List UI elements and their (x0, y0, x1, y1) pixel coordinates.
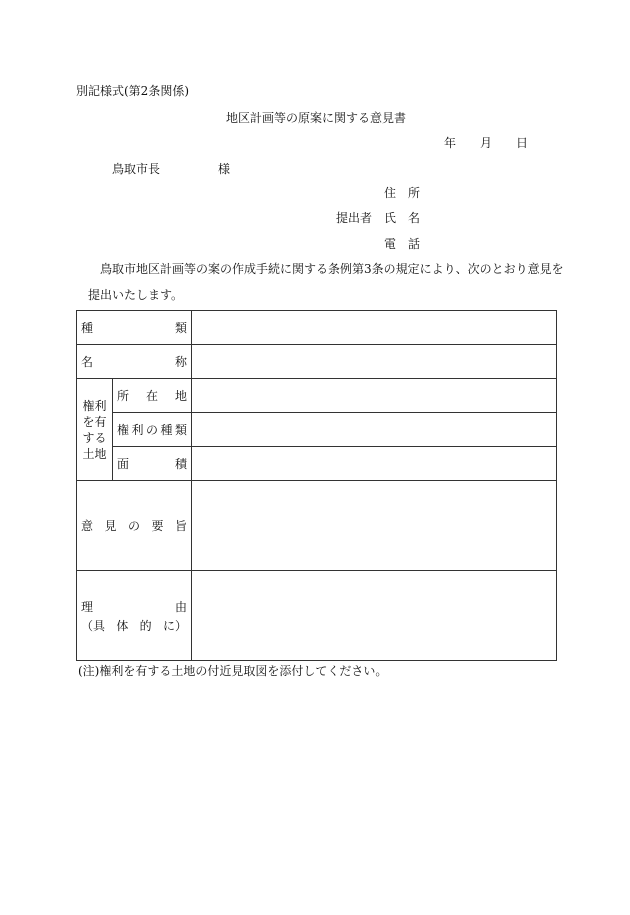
label-char: の (145, 423, 158, 437)
label-char: 種 (81, 321, 94, 335)
row-location (77, 379, 557, 413)
right-type-label (117, 421, 187, 438)
addressee: 鳥取市長 (112, 162, 161, 176)
label-char: 面 (117, 457, 130, 471)
address-label: 住 所 (384, 186, 421, 200)
location-label (117, 387, 187, 404)
opinion-label (81, 517, 187, 534)
reason-field[interactable] (192, 571, 557, 661)
row-right-type (77, 413, 557, 447)
label-char: 意 (81, 519, 94, 533)
opinion-form-table (76, 310, 557, 661)
area-label-cell (113, 447, 192, 481)
document-title: 地区計画等の原案に関する意見書 (226, 111, 407, 125)
land-with-rights-label (77, 379, 113, 481)
label-char: 名 (81, 355, 94, 369)
date-month-label: 月 (480, 136, 493, 150)
label-char: 由 (174, 599, 187, 614)
location-label-cell (113, 379, 192, 413)
name-label (81, 353, 187, 370)
label-char: 所 (117, 389, 130, 403)
location-field[interactable] (192, 379, 557, 413)
label-char: 見 (104, 519, 117, 533)
submitter-role-label: 提出者 (336, 211, 373, 225)
land-group-line: する (82, 430, 107, 445)
land-group-line: 権利 (82, 398, 107, 413)
kind-field[interactable] (192, 311, 557, 345)
label-char: 在 (145, 389, 158, 403)
kind-label-cell (77, 311, 192, 345)
row-name (77, 345, 557, 379)
reason-sub-char: に） (162, 618, 187, 633)
date-year-label: 年 (444, 136, 457, 150)
area-field[interactable] (192, 447, 557, 481)
row-reason (77, 571, 557, 661)
row-opinion (77, 481, 557, 571)
opinion-label-cell (77, 481, 192, 571)
name-label-cell (77, 345, 192, 379)
phone-label: 電 話 (384, 237, 421, 251)
land-group-line: 土地 (82, 446, 107, 461)
name-label: 氏 名 (384, 211, 421, 225)
date-day-label: 日 (516, 136, 529, 150)
label-char: 種 (160, 423, 173, 437)
form-number: 別記様式(第2条関係) (76, 84, 189, 98)
reason-sub-char: 体 (116, 618, 129, 633)
label-char: 類 (174, 321, 187, 335)
footnote: (注)権利を有する土地の付近見取図を添付してください。 (78, 664, 388, 678)
row-area (77, 447, 557, 481)
reason-label (81, 598, 187, 615)
reason-sub-char: 的 (139, 618, 152, 633)
honorific: 様 (218, 162, 231, 176)
label-char: 権 (117, 423, 130, 437)
right-type-field[interactable] (192, 413, 557, 447)
label-char: の (127, 519, 140, 533)
label-char: 利 (131, 423, 144, 437)
right-type-label-cell (113, 413, 192, 447)
reason-label-cell (77, 571, 192, 661)
statement-line-2: 提出いたします。 (88, 288, 184, 302)
label-char: 要 (151, 519, 164, 533)
label-char: 類 (174, 423, 187, 437)
opinion-field[interactable] (192, 481, 557, 571)
statement-line-1: 鳥取市地区計画等の案の作成手続に関する条例第3条の規定により、次のとおり意見を (100, 262, 564, 276)
name-field[interactable] (192, 345, 557, 379)
label-char: 理 (81, 599, 94, 614)
label-char: 地 (174, 389, 187, 403)
label-char: 称 (174, 355, 187, 369)
area-label (117, 455, 187, 472)
reason-sub-label (81, 617, 187, 634)
row-kind (77, 311, 557, 345)
label-char: 旨 (174, 519, 187, 533)
label-char: 積 (174, 457, 187, 471)
reason-sub-char: （具 (81, 618, 106, 633)
kind-label (81, 319, 187, 336)
land-group-line: を有 (82, 414, 107, 429)
